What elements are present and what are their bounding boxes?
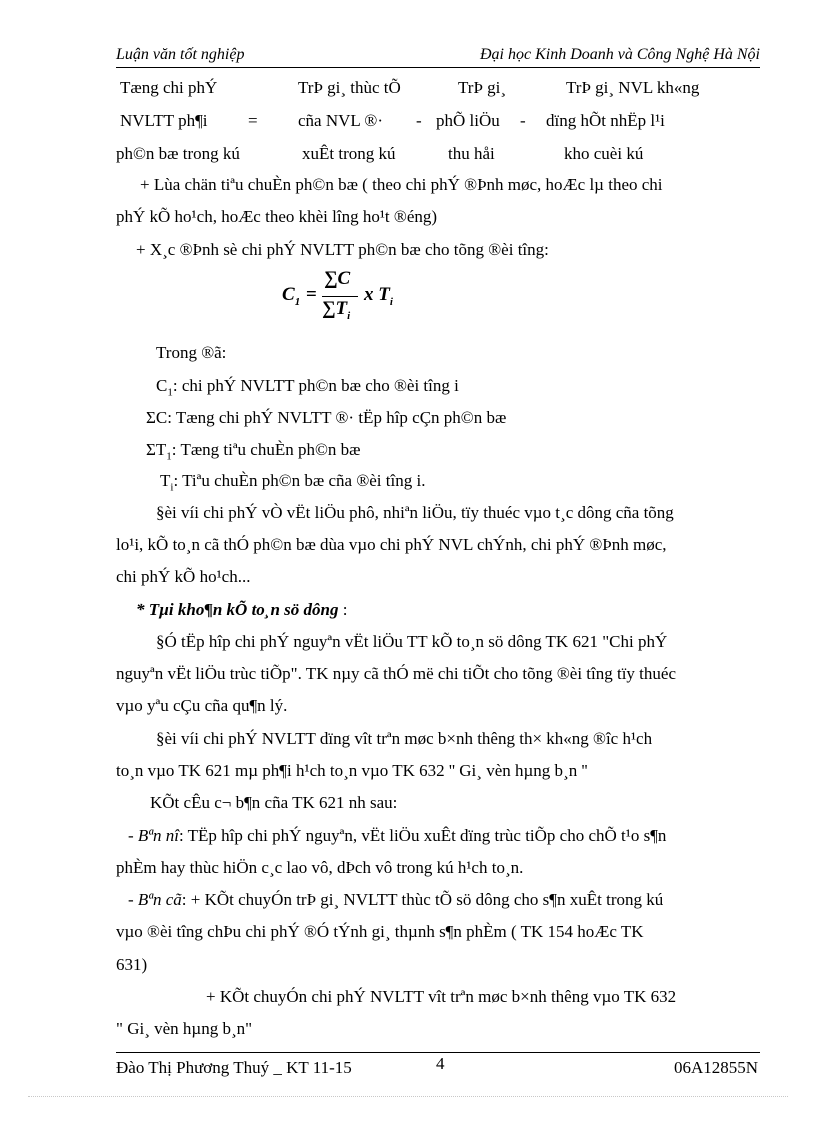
ben-no-line1: - Bªn nî: TËp hîp chi phÝ nguyªn, vËt liÖu xuÊt dïng trùc tiÕp cho chÕ t¹o s¶n [128, 826, 667, 845]
footer-student-id: 06A12855N [673, 1058, 758, 1077]
trong-do: Trong ®ã: [156, 343, 227, 362]
header-right: Đại học Kinh Doanh và Công Nghệ Hà Nội [480, 46, 760, 63]
ft-r1-c3: TrÞ gi¸ [458, 78, 507, 97]
ft-r2-eq: = [248, 111, 258, 130]
def-ti: $T_i$: Tiªu chuÈn ph©n bæ cña ®èi tîng i. [160, 471, 426, 494]
p4-line2: nguyªn vËt liÖu trùc tiÕp". TK nµy cã thÓ më chi tiÕt cho tõng ®èi tîng tïy thuéc [116, 664, 676, 683]
ben-no-line2: phÈm hay thùc hiÖn c¸c lao vô, dÞch vô trong kú h¹ch to¸n. [116, 858, 524, 877]
p4-line1: §Ó tËp hîp chi phÝ nguyªn vËt liÖu TT kÕ to¸n sö dông TK 621 "Chi phÝ [156, 632, 668, 651]
ft-r3-c1: ph©n bæ trong kú [116, 144, 240, 163]
p1-line2: phÝ kÕ ho¹ch, hoÆc theo khèi lîng ho¹t ®éng) [116, 207, 438, 226]
p3-line1: §èi víi chi phÝ vÒ vËt liÖu phô, nhiªn liÖu, tïy thuéc vµo t¸c dông cña tõng [156, 503, 674, 522]
ben-co-line5: " Gi¸ vèn hµng b¸n" [116, 1019, 253, 1038]
ft-r2-c3: phÕ liÖu [436, 111, 500, 130]
ft-r3-c2: xuÊt trong kú [302, 144, 396, 163]
formula-multiplier: x $T_i$ [364, 284, 393, 308]
def-sum-t: $\Sigma T_1$: Tæng tiªu chuÈn ph©n bæ [146, 440, 361, 463]
p5-line2: to¸n vµo TK 621 mµ ph¶i h¹ch to¸n vµo TK 632 '' Gi¸ vèn hµng b¸n '' [116, 761, 588, 780]
p3-line3: chi phÝ kÕ ho¹ch... [116, 567, 251, 586]
ben-co-line4: + KÕt chuyÓn chi phÝ NVLTT vît trªn møc b×nh thêng vµo TK 632 [206, 987, 677, 1006]
header-rule [116, 67, 760, 68]
p6: KÕt cÊu c¬ b¶n cña TK 621 nh sau: [150, 793, 398, 812]
p5-line1: §èi víi chi phÝ NVLTT dïng vît trªn møc b×nh thêng th× kh«ng ®îc h¹ch [156, 729, 653, 748]
p1-line1: + Lùa chän tiªu chuÈn ph©n bæ ( theo chi phÝ ®Þnh møc, hoÆc lµ theo chi [140, 175, 663, 194]
footer-rule [116, 1052, 760, 1053]
ft-r2-c2: cña NVL ®· [298, 111, 383, 130]
ben-co-line3: 631) [116, 955, 148, 974]
p3-line2: lo¹i, kÕ to¸n cã thÓ ph©n bæ dùa vµo chi phÝ NVL chÝnh, chi phÝ ®Þnh møc, [116, 535, 667, 554]
ft-r3-c4: kho cuèi kú [564, 144, 644, 163]
footer-page-number: 4 [436, 1054, 445, 1073]
formula-eq: = [306, 284, 317, 305]
ft-r2-minus1: - [416, 111, 422, 130]
header-left: Luận văn tốt nghiệp [116, 46, 245, 63]
page-bottom-dotted-line [28, 1096, 788, 1097]
ft-r1-c2: TrÞ gi¸ thùc tÕ [298, 78, 401, 97]
p2: + X¸c ®Þnh sè chi phÝ NVLTT ph©n bæ cho tõng ®èi tîng: [136, 240, 549, 259]
ft-r1-c4: TrÞ gi¸ NVL kh«ng [566, 78, 700, 97]
def-sum-c: ΣC: Tæng chi phÝ NVLTT ®· tËp hîp cÇn ph©n bæ [146, 408, 507, 427]
footer-author: Đào Thị Phương Thuý _ KT 11-15 [116, 1058, 352, 1077]
ben-co-line2: vµo ®èi tîng chÞu chi phÝ ®Ó tÝnh gi¸ thµnh s¶n phÈm ( TK 154 hoÆc TK [116, 922, 644, 941]
formula-lhs: $C_1$ [282, 284, 301, 308]
formula-numerator: ∑C [324, 268, 351, 289]
p4-line3: vµo yªu cÇu cña qu¶n lý. [116, 696, 288, 715]
ft-r3-c3: thu håi [448, 144, 495, 163]
ben-co-line1: - Bªn cã: + KÕt chuyÓn trÞ gi¸ NVLTT thùc tÕ sö dông cho s¶n xuÊt trong kú [128, 890, 664, 909]
allocation-formula [282, 268, 402, 328]
formula-fraction-bar [322, 296, 358, 297]
ft-r2-c4: dïng hÕt nhËp l¹i [546, 111, 665, 130]
ft-r1-c1: Tæng chi phÝ [120, 78, 218, 97]
ft-r2-c1: NVLTT ph¶i [120, 111, 208, 130]
ft-r2-minus2: - [520, 111, 526, 130]
formula-denominator: $\sum T_i$ [322, 298, 351, 322]
def-c1: $C_1$: chi phÝ NVLTT ph©n bæ cho ®èi tîng i [156, 376, 459, 399]
section-title: * Tµi kho¶n kÕ to¸n sö dông : [136, 600, 348, 619]
